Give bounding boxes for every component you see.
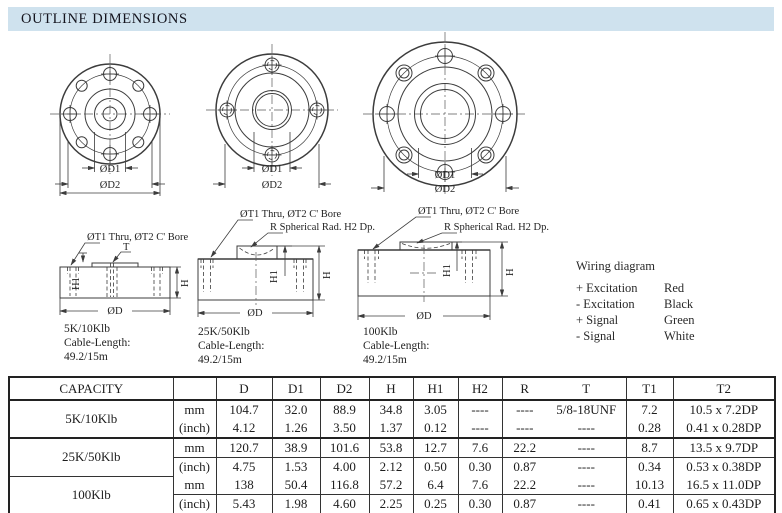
- table-row: [9, 400, 775, 419]
- table-row: [9, 438, 775, 458]
- table-cell: 32.0: [272, 400, 320, 419]
- table-cell: 7.6: [458, 438, 502, 458]
- table-cell: 0.50: [413, 458, 458, 477]
- leader-spherical-label: R Spherical Rad. H2 Dp.: [444, 222, 549, 233]
- table-cell: ----: [458, 419, 502, 438]
- table-cell: 0.53 x 0.38DP: [673, 458, 775, 477]
- table-cell: 5.43: [216, 495, 272, 513]
- table-cell: 0.65 x 0.43DP: [673, 495, 775, 513]
- unit-cell: (inch): [173, 458, 216, 477]
- caption-length: 49.2/15m: [198, 354, 242, 366]
- table-cell: 34.8: [369, 400, 413, 419]
- caption-capacity: 100Klb: [363, 326, 398, 338]
- leader-bore-label: ØT1 Thru, ØT2 C' Bore: [240, 209, 342, 220]
- table-cell: 0.30: [458, 495, 502, 513]
- table-cell: 7.2: [626, 400, 673, 419]
- table-cell: 0.12: [413, 419, 458, 438]
- wiring-color: Black: [664, 297, 694, 311]
- caption-capacity: 5K/10Klb: [64, 323, 110, 335]
- col-header-h: H: [369, 377, 413, 400]
- table-cell: 1.53: [272, 458, 320, 477]
- table-cell: ----: [547, 476, 626, 495]
- table-cell: 1.26: [272, 419, 320, 438]
- unit-cell: mm: [173, 438, 216, 458]
- caption-cable: Cable-Length:: [64, 337, 131, 349]
- table-cell: 116.8: [320, 476, 369, 495]
- col-header-t: T: [547, 377, 626, 400]
- table-cell: 4.00: [320, 458, 369, 477]
- table-cell: 22.2: [502, 476, 547, 495]
- page-title: OUTLINE DIMENSIONS: [21, 11, 188, 27]
- dim-d1-label: ØD1: [261, 164, 283, 175]
- unit-cell: (inch): [173, 495, 216, 513]
- table-cell: 0.34: [626, 458, 673, 477]
- table-cell: 7.6: [458, 476, 502, 495]
- dim-h-label: H: [322, 271, 333, 279]
- dim-od-label: ØD: [416, 311, 432, 322]
- unit-header: [173, 377, 216, 400]
- table-cell: 2.25: [369, 495, 413, 513]
- wiring-color: White: [664, 329, 695, 343]
- col-header-d: D: [216, 377, 272, 400]
- table-cell: 3.05: [413, 400, 458, 419]
- dim-h1-label: H1: [269, 270, 280, 283]
- table-cell: 13.5 x 9.7DP: [673, 438, 775, 458]
- table-cell: 88.9: [320, 400, 369, 419]
- leader-bore-label: ØT1 Thru, ØT2 C' Bore: [418, 206, 520, 217]
- table-header-row: [9, 377, 775, 400]
- col-header-t2: T2: [673, 377, 775, 400]
- table-cell: 12.7: [413, 438, 458, 458]
- capacity-header: CAPACITY: [9, 377, 173, 400]
- table-cell: 138: [216, 476, 272, 495]
- table-cell: 1.37: [369, 419, 413, 438]
- wiring-row: [576, 296, 772, 312]
- wiring-signal: - Signal: [576, 329, 616, 343]
- table-cell: 0.30: [458, 458, 502, 477]
- side-view-100k: [358, 206, 549, 366]
- capacity-cell: 5K/10Klb: [9, 400, 173, 438]
- dim-od-label: ØD: [107, 306, 123, 317]
- table-cell: ----: [502, 419, 547, 438]
- wiring-row: [576, 312, 772, 328]
- table-cell: 0.87: [502, 458, 547, 477]
- threaded-bolt-holes: [218, 56, 327, 165]
- leader-bore-label: ØT1 Thru, ØT2 C' Bore: [87, 232, 189, 243]
- dim-d2-label: ØD2: [99, 180, 121, 191]
- table-row: [9, 476, 775, 495]
- dim-d2-label: ØD2: [434, 184, 456, 195]
- dimensions-table: [8, 376, 776, 513]
- side-view-25k-50k: [198, 209, 375, 366]
- table-cell: 101.6: [320, 438, 369, 458]
- caption-capacity: 25K/50Klb: [198, 326, 250, 338]
- col-header-t1: T1: [626, 377, 673, 400]
- table-cell: 22.2: [502, 438, 547, 458]
- table-cell: ----: [577, 459, 595, 474]
- dim-h-label: H: [505, 268, 516, 276]
- wiring-title: Wiring diagram: [576, 259, 655, 273]
- table-cell: 16.5 x 11.0DP: [673, 476, 775, 495]
- col-header-h2: H2: [458, 377, 502, 400]
- leader-thread-label: T: [123, 242, 130, 253]
- table-cell: 4.60: [320, 495, 369, 513]
- table-cell: 6.4: [413, 476, 458, 495]
- col-header-d1: D1: [272, 377, 320, 400]
- table-cell: 4.75: [216, 458, 272, 477]
- table-cell: 2.12: [369, 458, 413, 477]
- capacity-cell: 100Klb: [9, 476, 173, 513]
- table-cell: 57.2: [369, 476, 413, 495]
- dim-h1-label: H1: [442, 264, 453, 277]
- wiring-color: Red: [664, 281, 685, 295]
- wiring-signal: - Excitation: [576, 297, 635, 311]
- top-view-25k-50k: [206, 44, 338, 191]
- table-cell: 53.8: [369, 438, 413, 458]
- caption-cable: Cable-Length:: [198, 340, 265, 352]
- table-cell: 0.28: [626, 419, 673, 438]
- table-cell: 10.13: [626, 476, 673, 495]
- wiring-signal: + Signal: [576, 313, 619, 327]
- table-cell: 0.41: [626, 495, 673, 513]
- dim-d1-label: ØD1: [99, 164, 121, 175]
- table-cell: ----: [577, 496, 595, 511]
- table-cell: ----: [547, 438, 626, 458]
- table-cell: 4.12: [216, 419, 272, 438]
- wiring-signal: + Excitation: [576, 281, 638, 295]
- col-header-r: R: [502, 377, 547, 400]
- table-cell: 3.50: [320, 419, 369, 438]
- dim-h1-label: H1: [71, 277, 82, 290]
- table-cell: 120.7: [216, 438, 272, 458]
- unit-cell: mm: [173, 476, 216, 495]
- table-cell: 8.7: [626, 438, 673, 458]
- unit-cell: mm: [173, 400, 216, 419]
- table-cell: 5/8-18UNF: [556, 402, 617, 417]
- table-cell: 10.5 x 7.2DP: [673, 400, 775, 419]
- dim-h-label: H: [180, 279, 191, 287]
- table-cell: 1.98: [272, 495, 320, 513]
- caption-length: 49.2/15m: [363, 354, 407, 366]
- table-cell: 0.25: [413, 495, 458, 513]
- table-cell: ----: [502, 400, 547, 419]
- col-header-h1: H1: [413, 377, 458, 400]
- caption-length: 49.2/15m: [64, 351, 108, 363]
- dim-d2-label: ØD2: [261, 180, 283, 191]
- wiring-row: [576, 280, 772, 296]
- table-cell: 38.9: [272, 438, 320, 458]
- wiring-diagram: [576, 259, 772, 344]
- header-bar: [8, 7, 774, 31]
- table-cell: 0.87: [502, 495, 547, 513]
- leader-spherical-label: R Spherical Rad. H2 Dp.: [270, 222, 375, 233]
- top-view-100k: [363, 32, 527, 196]
- table-cell: 50.4: [272, 476, 320, 495]
- side-view-5k-10k: [60, 232, 191, 363]
- caption-cable: Cable-Length:: [363, 340, 430, 352]
- table-cell: ----: [458, 400, 502, 419]
- dim-d1-label: ØD1: [434, 170, 456, 181]
- unit-cell: (inch): [173, 419, 216, 438]
- col-header-d2: D2: [320, 377, 369, 400]
- table-cell: ----: [547, 419, 626, 438]
- table-cell: 0.41 x 0.28DP: [673, 419, 775, 438]
- table-cell: 104.7: [216, 400, 272, 419]
- capacity-cell: 25K/50Klb: [9, 438, 173, 476]
- top-view-5k-10k: [50, 54, 170, 196]
- dim-od-label: ØD: [247, 308, 263, 319]
- wiring-row: [576, 328, 772, 344]
- wiring-color: Green: [664, 313, 695, 327]
